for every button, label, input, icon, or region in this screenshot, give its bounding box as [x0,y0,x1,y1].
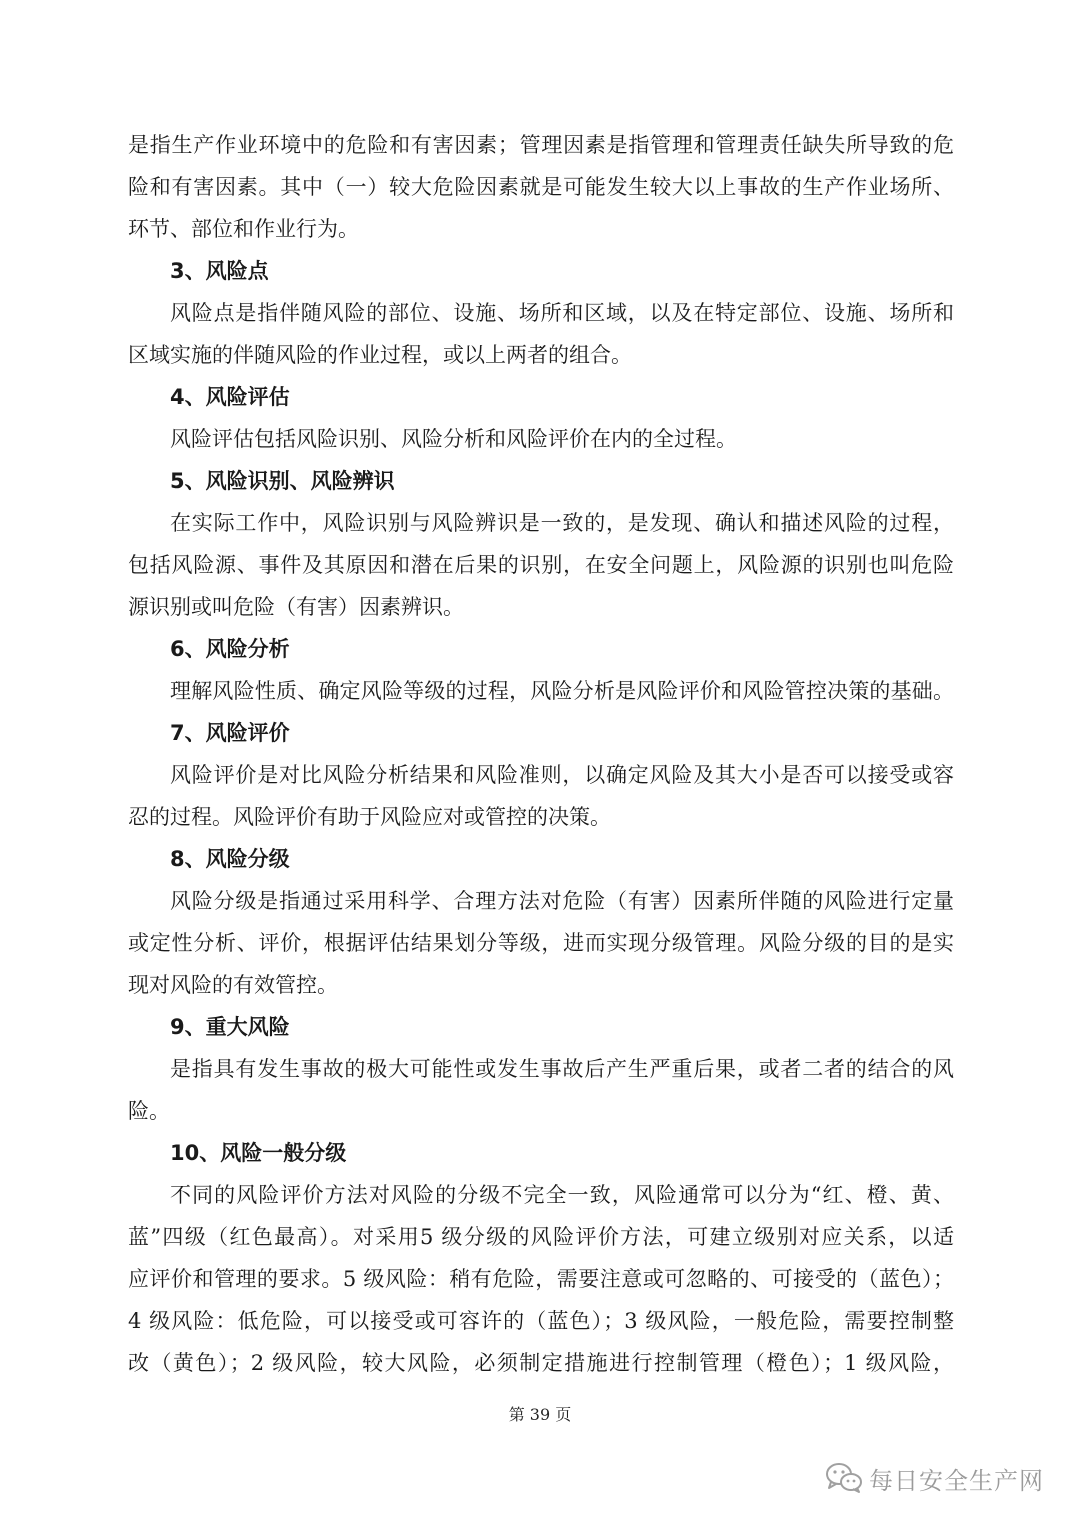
paragraph-line: 或定性分析、评价，根据评估结果划分等级，进而实现分级管理。风险分级的目的是实 [128,931,954,955]
paragraph-line: 忍的过程。风险评价有助于风险应对或管控的决策。 [128,805,611,829]
paragraph-line: 区域实施的伴随风险的作业过程，或以上两者的组合。 [128,343,632,367]
paragraph-line: 源识别或叫危险（有害）因素辨识。 [128,595,464,619]
paragraph-line: 现对风险的有效管控。 [128,973,338,997]
paragraph-line: 是指具有发生事故的极大可能性或发生事故后产生严重后果，或者二者的结合的风 [170,1057,954,1081]
paragraph-line: 风险分级是指通过采用科学、合理方法对危险（有害）因素所伴随的风险进行定量 [170,889,954,913]
wechat-icon [825,1462,863,1494]
paragraph-line: 应评价和管理的要求。5 级风险：稍有危险，需要注意或可忽略的、可接受的（蓝色）； [128,1267,954,1291]
paragraph-line: 4 级风险：低危险，可以接受或可容许的（蓝色）；3 级风险，一般危险，需要控制整 [128,1309,954,1333]
paragraph-line: 是指生产作业环境中的危险和有害因素；管理因素是指管理和管理责任缺失所导致的危 [128,133,954,157]
paragraph-line: 风险点是指伴随风险的部位、设施、场所和区域，以及在特定部位、设施、场所和 [170,301,954,325]
section-heading: 9、重大风险 [170,1015,290,1039]
watermark [825,1460,1044,1496]
section-heading: 4、风险评估 [170,385,290,409]
section-heading: 8、风险分级 [170,847,290,871]
section-heading: 3、风险点 [170,259,269,283]
page-number: 第 39 页 [508,1405,572,1424]
paragraph-line: 包括风险源、事件及其原因和潜在后果的识别，在安全问题上，风险源的识别也叫危险 [128,553,954,577]
section-heading: 6、风险分析 [170,637,290,661]
paragraph-line: 险和有害因素。其中（一）较大危险因素就是可能发生较大以上事故的生产作业场所、 [128,175,954,199]
paragraph-line: 风险评价是对比风险分析结果和风险准则，以确定风险及其大小是否可以接受或容 [170,763,954,787]
paragraph-line: 险。 [128,1099,170,1123]
watermark-text: 每日安全生产网 [869,1466,1044,1495]
section-heading: 10、风险一般分级 [170,1141,347,1165]
paragraph-line: 风险评估包括风险识别、风险分析和风险评价在内的全过程。 [170,427,737,451]
paragraph-line: 不同的风险评价方法对风险的分级不完全一致，风险通常可以分为“红、橙、黄、 [170,1183,954,1207]
paragraph-line: 改（黄色）；2 级风险，较大风险，必须制定措施进行控制管理（橙色）；1 级风险， [128,1351,954,1375]
section-heading: 5、风险识别、风险辨识 [170,469,395,493]
document-body [128,124,954,1384]
paragraph-line: 理解风险性质、确定风险等级的过程，风险分析是风险评价和风险管控决策的基础。 [170,679,954,703]
paragraph-line: 蓝”四级（红色最高）。对采用5 级分级的风险评价方法，可建立级别对应关系，以适 [128,1225,954,1249]
paragraph-line: 环节、部位和作业行为。 [128,217,359,241]
paragraph-line: 在实际工作中，风险识别与风险辨识是一致的，是发现、确认和描述风险的过程， [170,511,954,535]
section-heading: 7、风险评价 [170,721,290,745]
